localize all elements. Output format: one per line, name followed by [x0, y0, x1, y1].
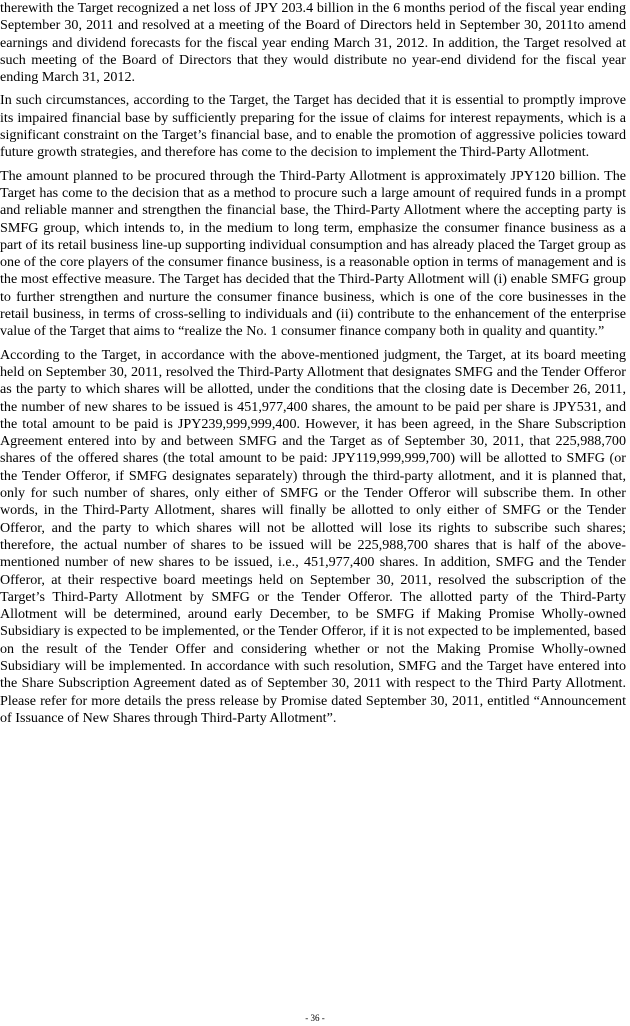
paragraph-circumstances: In such circumstances, according to the Target, the Target has decided that it is essential to promptly improve its impaired financial base by sufficiently preparing for the issue of claims for interest repayments, which is a significant constraint on the Target’s financial base, and to enable the promotion of aggressive policies toward future growth strategies, and therefore has come to the decision to implement the Third-Party Allotment.: [0, 92, 626, 161]
paragraph-net-loss: therewith the Target recognized a net loss of JPY 203.4 billion in the 6 months period of the fiscal year ending September 30, 2011 and resolved at a meeting of the Board of Directors held in September 30, 2011to amend earnings and dividend forecasts for the fiscal year ending March 31, 2012. In addition, the Target resolved at such meeting of the Board of Directors that they would distribute no year-end dividend for the fiscal year ending March 31, 2012.: [0, 0, 626, 86]
paragraph-amount-procured: The amount planned to be procured through the Third-Party Allotment is approximately JPY120 billion. The Target has come to the decision that as a method to procure such a large amount of required funds in a prompt and reliable manner and strengthen the financial base, the Third-Party Allotment where the accepting party is SMFG group, which intends to, in the medium to long term, emphasize the consumer finance business as a part of its retail business line-up supporting individual consumption and has already placed the Target group as one of the core players of the consumer finance business, is a reasonable option in terms of management and is the most effective measure. The Target has decided that the Third-Party Allotment will (i) enable SMFG group to further strengthen and nurture the consumer finance business, which is one of the core businesses in the retail business, in terms of cross-selling to individuals and (ii) contribute to the enhancement of the enterprise value of the Target that aims to “realize the No. 1 consumer finance company both in quality and quantity.”: [0, 167, 626, 340]
page-number: - 36 -: [305, 1013, 325, 1023]
paragraph-board-resolution: According to the Target, in accordance with the above-mentioned judgment, the Target, at its board meeting held on September 30, 2011, resolved the Third-Party Allotment that designates SMFG and the Tender Offeror as the party to which shares will be allotted, under the conditions that the closing date is December 26, 2011, the number of new shares to be issued is 451,977,400 shares, the amount to be paid per share is JPY531, and the total amount to be paid is JPY239,999,999,400. However, it has been agreed, in the Share Subscription Agreement entered into by and between SMFG and the Target as of September 30, 2011, that 225,988,700 shares of the offered shares (the total amount to be paid: JPY119,999,999,700) will be allotted to SMFG (or the Tender Offeror, if SMFG designates separately) through the third-party allotment, and it is planned that, only for such number of shares, only either of SMFG or the Tender Offeror will subscribe them. In other words, in the Third-Party Allotment, shares will finally be allotted to only either of SMFG or the Tender Offeror, and the party to which shares will not be allotted will lose its rights to subscribe such shares; therefore, the actual number of shares to be issued will be 225,988,700 shares that is half of the above-mentioned number of new shares to be issued, i.e., 451,977,400 shares. In addition, SMFG and the Tender Offeror, at their respective board meetings held on September 30, 2011, resolved the subscription of the Target’s Third-Party Allotment by SMFG or the Tender Offeror. The allotted party of the Third-Party Allotment will be determined, around early December, to be SMFG if Making Promise Wholly-owned Subsidiary is expected to be implemented, or the Tender Offeror, if it is not expected to be implemented, based on the result of the Tender Offer and considering whether or not the Making Promise Wholly-owned Subsidiary will be implemented. In accordance with such resolution, SMFG and the Target have entered into the Share Subscription Agreement dated as of September 30, 2011 with respect to the Third Party Allotment. Please refer for more details the press release by Promise dated September 30, 2011, entitled “Announcement of Issuance of New Shares through Third-Party Allotment”.: [0, 346, 626, 726]
